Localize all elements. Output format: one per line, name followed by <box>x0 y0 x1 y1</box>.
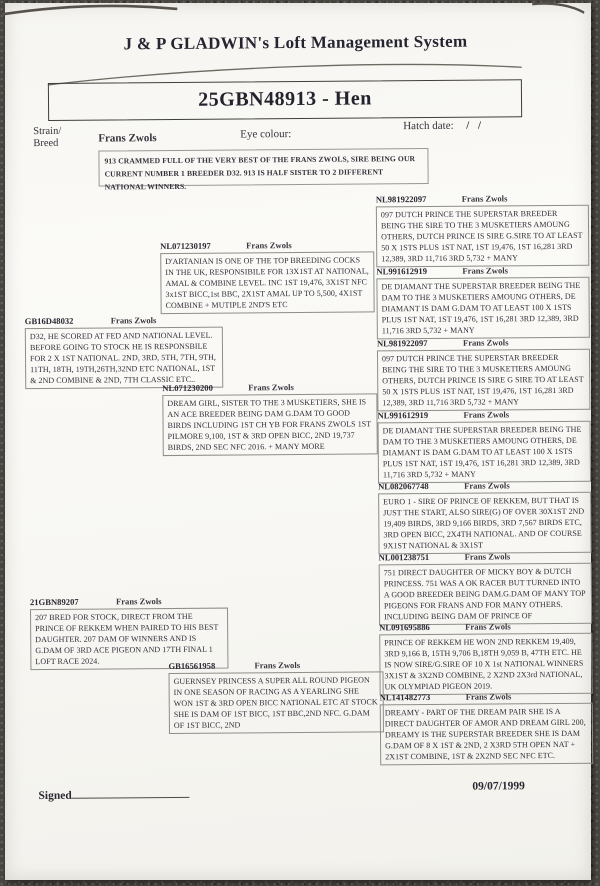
pedigree-notes: 097 DUTCH PRINCE THE SUPERSTAR BREEDER BEING THE SIRE TO THE 3 MUSKETIERS AMOUNG OTHERS, DUTCH PRINCE IS SIRE G.SIRE TO AT LEAST 50 X 1STS PLUS 1ST NAT, 1ST 19,476, 1ST 16,281 3RD 12,389, 3RD 11,716 3RD 5,732 + MANY <box>376 205 589 268</box>
pedigree-box-ggp-2 <box>376 265 590 340</box>
pedigree-notes: 751 DIRECT DAUGHTER OF MICKY BOY & DUTCH PRINCESS. 751 WAS A OK RACER BUT TURNED INTO A GOOD BREEDER BEING DAM.G.DAM OF MANY TOP PIGEONS FOR FRANS AND FOR MANY OTHERS. INCLUDING BEING DAM OF PRINCE OF <box>379 563 592 626</box>
strain-label-line1: Strain/ <box>33 125 62 138</box>
pedigree-box-dam-granddam <box>168 659 384 734</box>
ring-number: NL082067748 <box>378 480 429 492</box>
pedigree-box-dam <box>30 596 229 671</box>
ring-number: NL141482773 <box>379 691 431 703</box>
ring-number: 21GBN89207 <box>29 596 79 608</box>
strain-name: Frans Zwols <box>461 193 508 204</box>
strain-name: Frans Zwols <box>462 265 508 276</box>
ring-number: NL071230200 <box>162 382 213 394</box>
pedigree-box-ggp-8 <box>380 691 594 766</box>
pedigree-box-sire <box>25 315 224 390</box>
pedigree-box-ggp-4 <box>377 409 591 484</box>
pedigree-notes: GUERNSEY PRINCESS A SUPER ALL ROUND PIGEON IN ONE SEASON OF RACING AS A YEARLING SHE WON 1ST & 3RD OPEN BICC NATIONAL ETC AT STOCK SHE IS DAM OF 1ST BICC, 1ST BBC,2ND NFC. G.DAM OF 1ST BICC, 2ND <box>169 671 384 734</box>
eye-colour-label: Eye colour: <box>240 128 292 141</box>
ring-number: NL001238751 <box>378 551 430 563</box>
strain-name: Frans Zwols <box>248 382 294 393</box>
strain-name: Frans Zwols <box>465 621 511 632</box>
strain-name: Frans Zwols <box>254 659 301 671</box>
hatch-date-value: / / <box>466 119 485 132</box>
ring-number: NL981922097 <box>375 193 427 205</box>
strain-value: Frans Zwols <box>98 132 157 145</box>
ring-number: NL991612919 <box>377 409 429 421</box>
pedigree-box-ggp-7 <box>379 621 593 696</box>
ring-number: NL071230197 <box>160 240 211 252</box>
pedigree-notes: DE DIAMANT THE SUPERSTAR BREEDER BEING THE DAM TO THE 3 MUSKETIERS AMOUNG OTHERS, DE DIAMANT IS DAM G.DAM TO AT LEAST 100 X 1STS PLUS 1ST NAT, 1ST 19,476, 1ST 16,281 3RD 12,389, 3RD 11,716 3RD 5,732 + MANY <box>378 421 591 484</box>
pedigree-notes: PRINCE OF REKKEM HE WON 2ND REKKEM 19,409, 3RD 9,166 B, 15TH 9,706 B,18TH 9,059 B, 47TH ETC. HE IS NOW SIRE/G.SIRE OF 10 X 1st NATIONAL WINNERS 3X1ST & 3X2ND COMBINE, 2 X2ND 2X3rd NATIONAL, UK OLYMPIAD PIGEON 2019. <box>379 633 592 696</box>
ring-number: NL091695886 <box>379 621 430 633</box>
strain-name: Frans Zwols <box>465 691 512 702</box>
hatch-date-label: Hatch date: <box>403 119 454 133</box>
strain-name: Frans Zwols <box>462 337 509 348</box>
strain-name: Frans Zwols <box>464 480 510 491</box>
pedigree-box-ggp-6 <box>379 551 593 626</box>
strain-name: Frans Zwols <box>246 240 292 251</box>
strain-name: Frans Zwols <box>463 409 510 420</box>
ring-number-box <box>48 79 522 121</box>
ring-number: GB16561958 <box>168 660 216 672</box>
app-title: J & P GLADWIN's Loft Management System <box>123 31 468 54</box>
pedigree-notes: DREAM GIRL, SISTER TO THE 3 MUSKETIERS, SHE IS AN ACE BREEDER BEING DAM G.DAM TO GOOD BIRDS INCLUDING 1ST CH YB FOR FRANS ZWOLS 1ST PILMORE 9,100, 1ST & 3RD OPEN BICC, 2ND 19,737 BIRDS, 2ND SEC NFC 2016. + MANY MORE <box>162 393 377 456</box>
pedigree-box-sire-grandsire <box>160 239 375 314</box>
ring-number-title: 25GBN48913 - Hen <box>198 87 372 111</box>
strain-name: Frans Zwols <box>115 596 162 607</box>
pedigree-notes: D'ARTANIAN IS ONE OF THE TOP BREEDING COCKS IN THE UK, RESPONSIBILE FOR 13X1ST AT NATIONAL, AMAL & COMBINE LEVEL. INC 1ST 19,476, 3X1ST NFC 3x1ST BICC,1st BBC, 2X1ST AMAL UP TO 5,500, 4X1ST COMBINE + MUTIPLE 2ND'S ETC <box>160 251 374 314</box>
document-date: 09/07/1999 <box>472 780 525 793</box>
pedigree-notes: DREAMY - PART OF THE DREAM PAIR SHE IS A DIRECT DAUGHTER OF AMOR AND DREAM GIRL 200, DREAMY IS THE SUPERSTAR BREEDER SHE IS DAM G.DAM OF 8 X 1ST & 2ND, 2 X3RD 5TH OPEN NAT + 2X1ST COMBINE, 1ST & 2X2ND SEC NFC ETC. <box>380 703 593 766</box>
signed-line <box>38 786 189 802</box>
strain-label-line2: Breed <box>33 137 59 150</box>
bird-comment: 913 CRAMMED FULL OF THE VERY BEST OF THE FRANS ZWOLS, SIRE BEING OUR CURRENT NUMBER 1 BREEDER D32. 913 IS HALF SISTER TO 2 DIFFERENT NATIONAL WINNERS. <box>98 148 428 187</box>
signed-label: Signed <box>38 789 72 803</box>
pedigree-notes: 207 BRED FOR STOCK, DIRECT FROM THE PRINCE OF REKKEM WHEN PAIRED TO HIS BEST DAUGHTER. 207 DAM OF WINNERS AND IS G.DAM OF 3RD ACE PIGEON AND 17TH FINAL 1 LOFT RACE 2024. <box>30 608 228 671</box>
pedigree-box-ggp-5 <box>378 480 592 555</box>
strain-name: Frans Zwols <box>464 551 511 562</box>
pedigree-box-sire-granddam <box>162 381 378 456</box>
pedigree-notes: 097 DUTCH PRINCE THE SUPERSTAR BREEDER BEING THE SIRE TO THE 3 MUSKETIERS AMOUNG OTHERS, DUTCH PRINCE IS SIRE G SIRE TO AT LEAST 50 X 1STS PLUS 1ST NAT, 1ST 19,476, 1ST 16,281 3RD 12,389, 3RD 11,716 3RD 5,732 + MANY <box>377 349 590 412</box>
ring-number: NL981922097 <box>376 337 428 349</box>
sheet-content <box>2 1 595 883</box>
pedigree-notes: DE DIAMANT THE SUPERSTAR BREEDER BEING THE DAM TO THE 3 MUSKETIERS AMOUNG OTHERS, DE DIAMANT IS DAM G.DAM TO AT LEAST 100 X 1STS PLUS 1ST NAT, 1ST 19,476, 1ST 16,281 3RD 12,389, 3RD 11,716 3RD 5,732 + MANY <box>376 277 589 340</box>
signature-blank <box>72 786 190 799</box>
ring-number: NL991612919 <box>376 265 428 277</box>
scanned-pedigree-sheet <box>5 3 591 880</box>
strain-name: Frans Zwols <box>110 315 157 326</box>
pedigree-box-ggp-3 <box>377 337 591 412</box>
pedigree-box-ggp-1 <box>376 193 590 268</box>
ring-number: GB16D48032 <box>24 315 74 327</box>
pedigree-notes: D32, HE SCORED AT FED AND NATIONAL LEVEL. BEFORE GOING TO STOCK HE IS RESPONSBILE FOR 2 X 1ST NATIONAL. 2ND, 3RD, 5TH, 7TH, 9TH, 11TH, 18TH, 19TH,26TH,32ND ETC NATIONAL, 1ST & 2ND COMBINE & 2ND, 7TH CLASSIC ETC.. <box>25 327 223 390</box>
pedigree-notes: EURO 1 - SIRE OF PRINCE OF REKKEM, BUT THAT IS JUST THE START, ALSO SIRE(G) OF OVER 30X1ST 2ND 19,409 BIRDS, 3RD 9,166 BIRDS, 3RD 7,567 BIRDS ETC, 3RD OPEN BICC, 2X4TH NATIONAL. AND OF COURSE 9X1ST NATIONAL & 3X1ST <box>378 492 591 555</box>
